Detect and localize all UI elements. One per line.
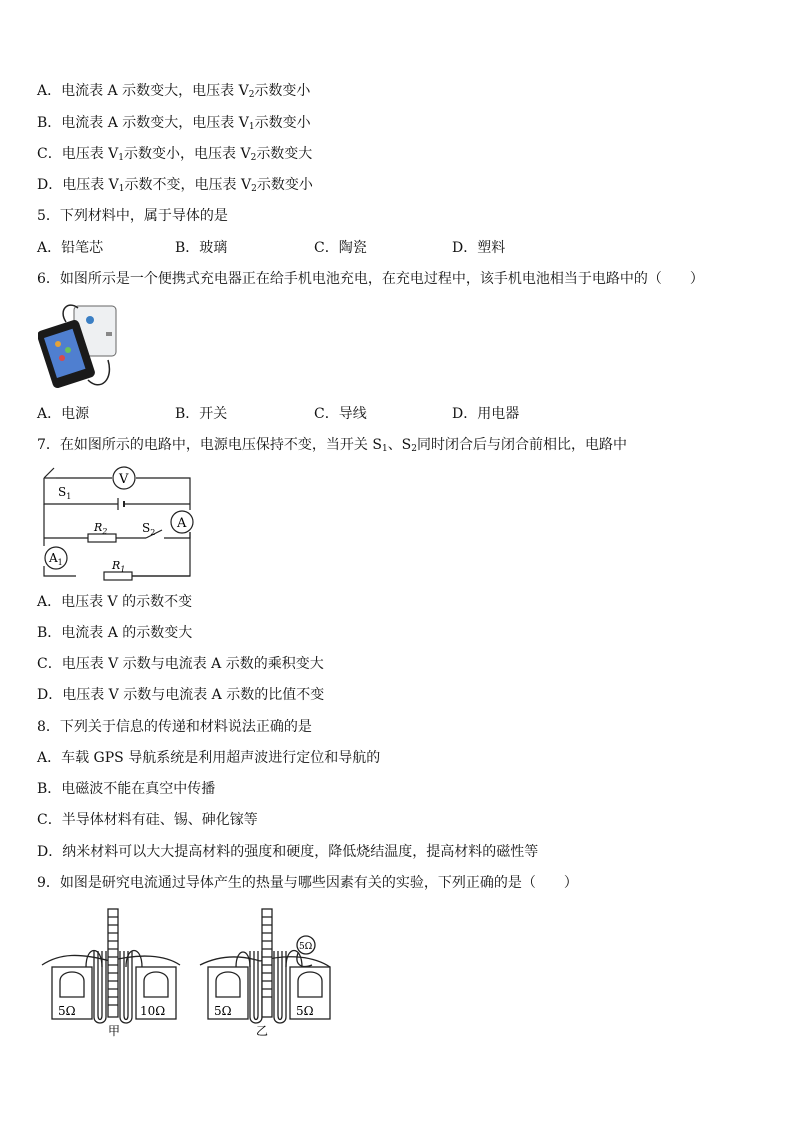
ammeter-a-label: A xyxy=(177,516,187,531)
resistor-5-yi-right-label: 5Ω xyxy=(296,1004,314,1018)
q5-option-a: A．铅笔芯 xyxy=(37,240,104,256)
q5-option-d: D．塑料 xyxy=(452,240,506,256)
q7-stem: 7．在如图所示的电路中，电源电压保持不变，当开关 $S_1$、$S_2$同时闭合后与闭合前相比，电路中 xyxy=(37,437,628,454)
q7-option-c: C．电压表 V 示数与电流表 A 示数的乘积变大 xyxy=(37,656,324,672)
q5-option-c: C．陶瓷 xyxy=(314,240,367,256)
switch-s2-label: $S_2$ xyxy=(142,521,156,537)
q4-option-d: D．电压表 $V_1$示数不变，电压表 $V_2$示数变小 xyxy=(37,177,313,194)
resistor-5-yi-top-label: 5Ω xyxy=(299,942,313,952)
q6-option-c: C．导线 xyxy=(314,406,367,422)
resistor-r2-label: $R_2$ xyxy=(94,521,108,536)
ammeter-a1-label: $A_1$ xyxy=(49,551,63,567)
q5-option-b: B．玻璃 xyxy=(175,240,228,256)
q7-option-b: B．电流表 A 的示数变大 xyxy=(37,625,193,641)
q4-option-c: C．电压表 $V_1$示数变小，电压表 $V_2$示数变大 xyxy=(37,146,313,163)
q6-stem: 6．如图所示是一个便携式充电器正在给手机电池充电，在充电过程中，该手机电池相当于电路中的（ ） xyxy=(37,271,704,287)
resistor-5-jia-label: 5Ω xyxy=(58,1004,76,1018)
q8-stem: 8．下列关于信息的传递和材料说法正确的是 xyxy=(37,719,312,735)
q5-stem: 5．下列材料中，属于导体的是 xyxy=(37,208,228,224)
q4-option-a: A．电流表 A 示数变大，电压表 $V_2$示数变小 xyxy=(37,83,311,100)
resistor-5-yi-left-label: 5Ω xyxy=(214,1004,232,1018)
q8-option-d: D．纳米材料可以大大提高材料的强度和硬度，降低烧结温度，提高材料的磁性等 xyxy=(37,844,539,860)
switch-s1-label: $S_1$ xyxy=(58,485,72,501)
resistor-10-jia-label: 10Ω xyxy=(140,1004,166,1018)
q6-options xyxy=(37,405,737,423)
q8-option-c: C．半导体材料有硅、锡、砷化镓等 xyxy=(37,812,258,828)
q6-option-d: D．用电器 xyxy=(452,406,520,422)
q4-option-b: B．电流表 A 示数变大，电压表 $V_1$示数变小 xyxy=(37,115,311,132)
resistor-r1-label: $R_1$ xyxy=(112,559,126,574)
q9-stem: 9．如图是研究电流通过导体产生的热量与哪些因素有关的实验，下列正确的是（ ） xyxy=(37,875,578,891)
q8-option-a: A．车载 GPS 导航系统是利用超声波进行定位和导航的 xyxy=(37,750,381,766)
charger-phone-figure xyxy=(38,300,120,395)
q8-option-b: B．电磁波不能在真空中传播 xyxy=(37,781,216,797)
q9-experiment-figure xyxy=(40,905,340,1040)
q7-circuit-diagram xyxy=(36,464,196,582)
q6-option-b: B．开关 xyxy=(175,406,228,422)
voltmeter-label: V xyxy=(119,472,129,487)
q7-option-a: A．电压表 V 的示数不变 xyxy=(37,594,193,610)
q6-option-a: A．电源 xyxy=(37,406,90,422)
label-yi: 乙 xyxy=(256,1024,269,1038)
q7-option-d: D．电压表 V 示数与电流表 A 示数的比值不变 xyxy=(37,687,325,703)
label-jia: 甲 xyxy=(108,1024,121,1038)
q5-options xyxy=(37,239,737,257)
